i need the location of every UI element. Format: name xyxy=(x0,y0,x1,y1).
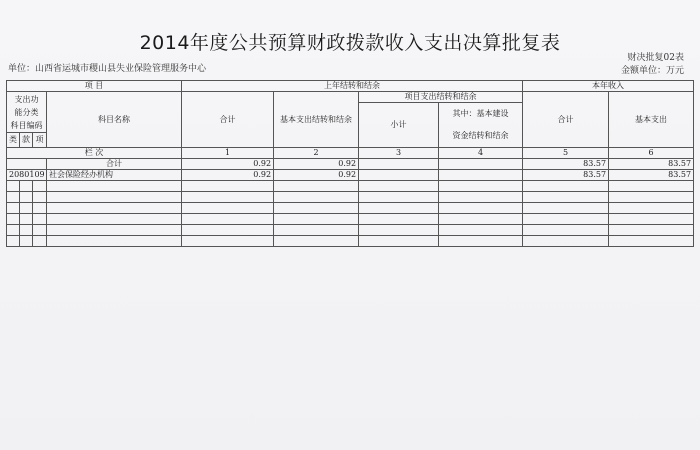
row-c5: 83.57 xyxy=(523,170,609,181)
col-num-5: 5 xyxy=(523,148,609,159)
header-row-2 xyxy=(7,92,694,103)
table-row xyxy=(7,170,694,181)
row-code: 2080109 xyxy=(7,170,47,181)
row-c3 xyxy=(359,159,439,170)
header-subtotal: 小计 xyxy=(359,103,439,148)
unit-label: 单位：山西省运城市稷山县失业保险管理服务中心 xyxy=(8,64,207,74)
including-capital-line-1: 其中：基本建设 xyxy=(452,109,509,118)
empty-row xyxy=(7,203,694,214)
row-name: 合计 xyxy=(47,159,182,170)
page-title: 2014年度公共预算财政拨款收入支出决算批复表 xyxy=(139,32,561,54)
row-c6: 83.57 xyxy=(609,159,694,170)
header-prev-total: 合计 xyxy=(182,92,274,148)
func-class-line-1: 支出功 xyxy=(14,94,39,104)
row-c6: 83.57 xyxy=(609,170,694,181)
form-info xyxy=(621,52,684,78)
empty-row xyxy=(7,236,694,247)
row-c1: 0.92 xyxy=(182,159,274,170)
col-num-6: 6 xyxy=(609,148,694,159)
amount-unit: 金额单位：万元 xyxy=(620,66,684,76)
including-capital-line-2: 资金结转和结余 xyxy=(452,131,509,140)
header-lei: 类 xyxy=(7,133,20,148)
empty-row xyxy=(7,192,694,203)
func-class-line-2: 能分类 xyxy=(14,107,39,117)
col-number-row xyxy=(7,148,694,159)
form-number: 财决批复02表 xyxy=(627,53,684,63)
header-cur-total: 合计 xyxy=(523,92,609,148)
empty-row xyxy=(7,181,694,192)
empty-row xyxy=(7,214,694,225)
header-prev-year-carry: 上年结转和结余 xyxy=(182,81,523,92)
header-basic-expend: 基本支出 xyxy=(609,92,694,148)
row-c1: 0.92 xyxy=(182,170,274,181)
header-project-carry: 项目支出结转和结余 xyxy=(359,92,523,103)
col-num-3: 3 xyxy=(359,148,439,159)
col-num-4: 4 xyxy=(439,148,523,159)
header-func-class xyxy=(7,92,47,133)
row-code xyxy=(7,159,47,170)
table-row xyxy=(7,159,694,170)
row-name: 社会保险经办机构 xyxy=(47,170,182,181)
func-class-line-3: 科目编码 xyxy=(10,120,43,130)
header-row-1 xyxy=(7,81,694,92)
col-num-2: 2 xyxy=(274,148,359,159)
header-xiangmu: 项 目 xyxy=(7,81,182,92)
header-subject-name: 科目名称 xyxy=(47,92,182,148)
header-xiang: 项 xyxy=(33,133,47,148)
row-c2: 0.92 xyxy=(274,159,359,170)
row-c5: 83.57 xyxy=(523,159,609,170)
row-c4 xyxy=(439,170,523,181)
col-num-1: 1 xyxy=(182,148,274,159)
row-c4 xyxy=(439,159,523,170)
header-kuan: 款 xyxy=(20,133,33,148)
row-c3 xyxy=(359,170,439,181)
header-including-capital xyxy=(439,103,523,148)
empty-row xyxy=(7,225,694,236)
header-current-year-income: 本年收入 xyxy=(523,81,694,92)
row-c2: 0.92 xyxy=(274,170,359,181)
header-basic-carry: 基本支出结转和结余 xyxy=(274,92,359,148)
settlement-table xyxy=(6,80,694,247)
col-label: 栏 次 xyxy=(7,148,182,159)
